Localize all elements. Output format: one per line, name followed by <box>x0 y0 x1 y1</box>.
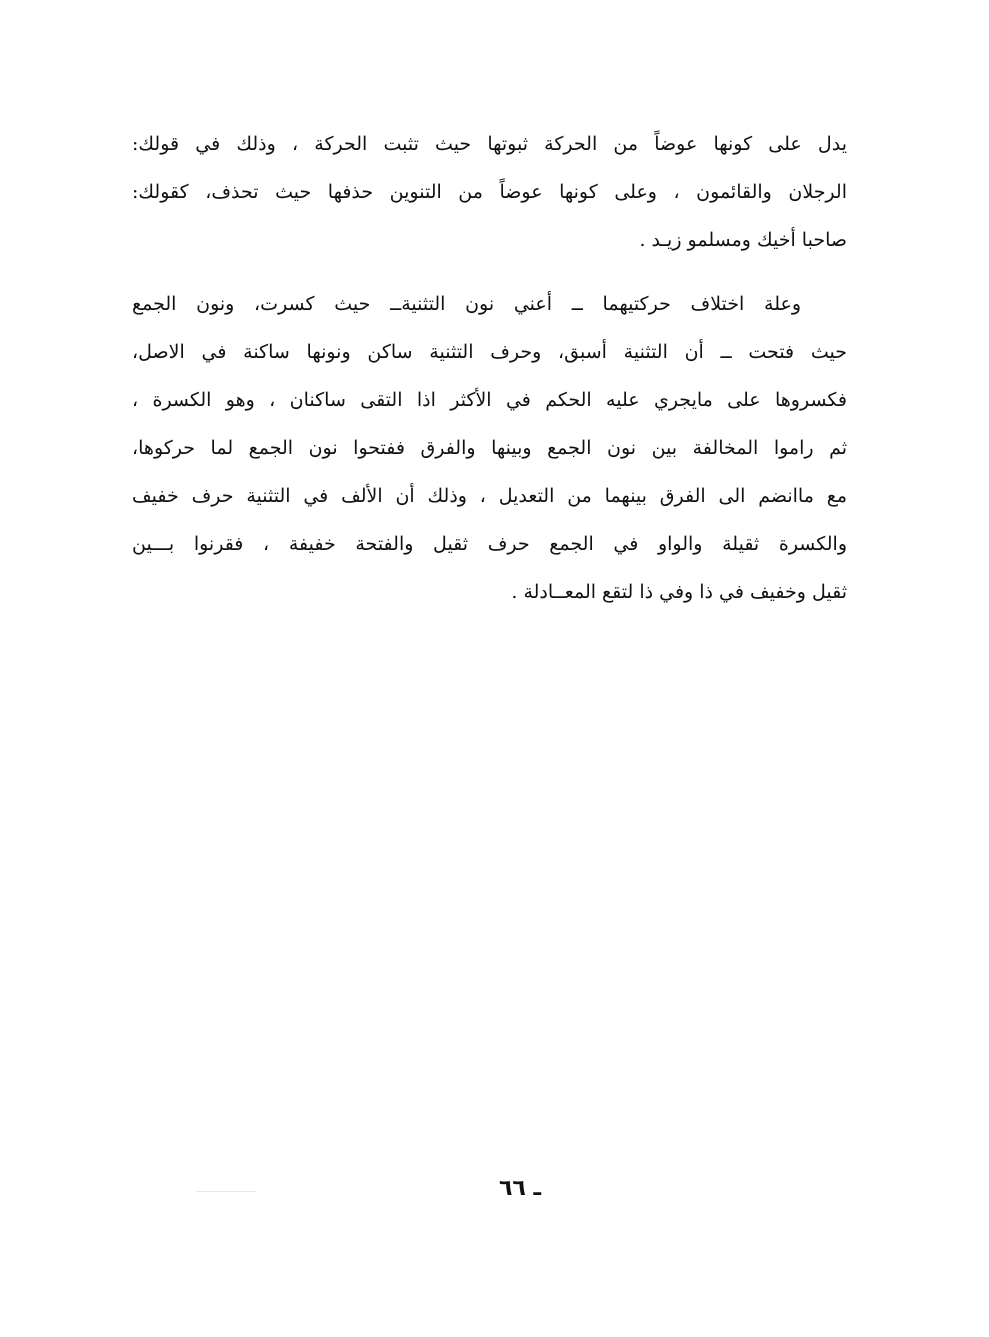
text-line: فكسروها على مايجري عليه الحكم في الأكثر اذا التقى ساكنان ، وهو الكسرة ، <box>132 389 847 411</box>
text-line: ثقيل وخفيف في ذا وفي ذا لتقع المعــادلة . <box>511 581 847 603</box>
body-text <box>132 120 847 616</box>
text-line: صاحبا أخيك ومسلمو زيـد . <box>639 229 847 251</box>
text-line: مع ماانضم الى الفرق بينهما من التعديل ، وذلك أن الألف في التثنية حرف خفيف <box>132 485 847 507</box>
text-line: وعلة اختلاف حركتيهما ــ أعني نون التثنيةــ حيث كسرت، ونون الجمع <box>132 293 801 315</box>
text-line: حيث فتحت ــ أن التثنية أسبق، وحرف التثنية ساكن ونونها ساكنة في الاصل، <box>132 341 847 363</box>
paragraph-1 <box>132 120 847 264</box>
paragraph-2 <box>132 280 847 616</box>
text-line: الرجلان والقائمون ، وعلى كونها عوضاً من التنوين حذفها حيث تحذف، كقولك: <box>132 181 847 203</box>
text-line: ثم راموا المخالفة بين نون الجمع وبينها والفرق ففتحوا نون الجمع لما حركوها، <box>132 437 847 459</box>
text-line: والكسرة ثقيلة والواو في الجمع حرف ثقيل والفتحة خفيفة ، فقرنوا بـــين <box>132 533 847 555</box>
page-number: ـ ٦٦ <box>498 1176 542 1201</box>
text-line: يدل على كونها عوضاً من الحركة ثبوتها حيث تثبت الحركة ، وذلك في قولك: <box>132 133 847 155</box>
scan-mark <box>196 1191 256 1192</box>
